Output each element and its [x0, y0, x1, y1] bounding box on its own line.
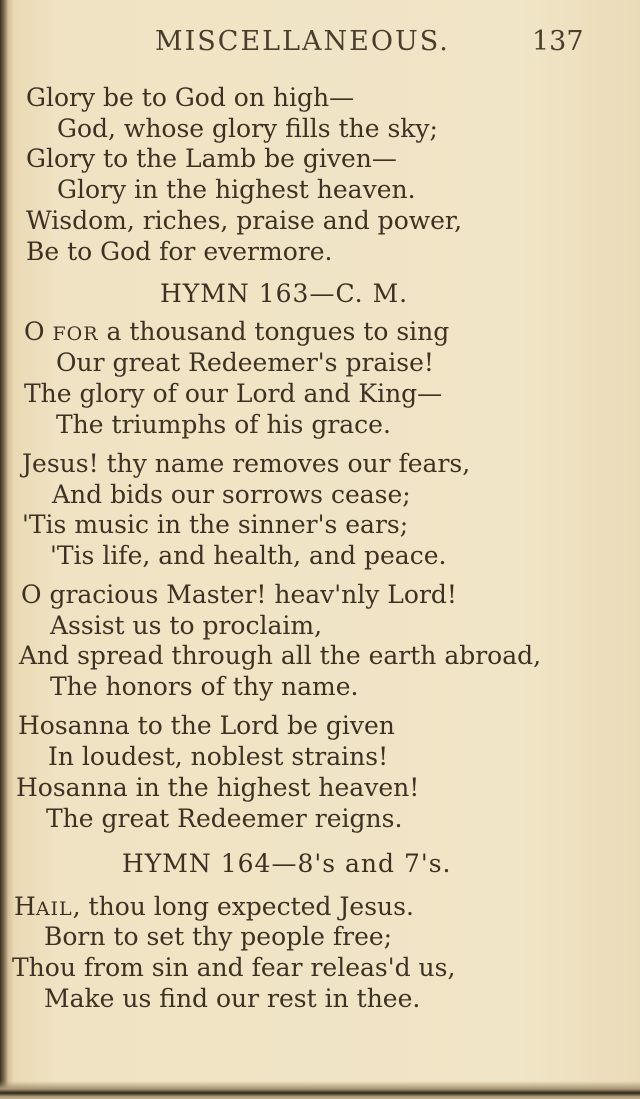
verse-line: 'Tis life, and health, and peace.: [50, 541, 447, 570]
verse-line: God, whose glory fills the sky;: [57, 114, 438, 143]
verse-line: Make us find our rest in thee.: [44, 984, 421, 1013]
first-line-rest: a thousand tongues to sing: [98, 317, 450, 346]
running-head: MISCELLANEOUS.: [155, 26, 450, 57]
verse-line: 'Tis music in the sinner's ears;: [22, 510, 409, 539]
verse-line: Jesus! thy name removes our fears,: [22, 449, 471, 478]
initial-letter: H: [14, 892, 36, 921]
hymn-163-title: HYMN 163—C. M.: [160, 279, 409, 308]
verse-line: Hosanna in the highest heaven!: [16, 773, 420, 802]
verse-line: The honors of thy name.: [50, 672, 359, 701]
verse-line: Glory be to God on high—: [26, 83, 355, 112]
page-gutter-shadow: [0, 0, 8, 1099]
verse-line: In loudest, noblest strains!: [48, 742, 389, 771]
first-line-rest: , thou long expected Jesus.: [72, 892, 414, 921]
verse-line: Wisdom, riches, praise and power,: [26, 206, 463, 235]
verse-line: The glory of our Lord and King—: [24, 379, 443, 408]
page-header: [0, 26, 640, 62]
page-number: 137: [532, 26, 584, 57]
verse-line: And spread through all the earth abroad,: [19, 641, 542, 670]
small-caps-word: FOR: [52, 323, 99, 345]
verse-line: And bids our sorrows cease;: [52, 480, 411, 509]
small-caps-word: AIL: [35, 898, 73, 920]
verse-line: O gracious Master! heav'nly Lord!: [21, 580, 457, 609]
initial-letter: O: [24, 317, 45, 346]
page-bottom-edge: [0, 1081, 640, 1099]
verse-line: Assist us to proclaim,: [50, 611, 323, 640]
verse-line: Hosanna to the Lord be given: [18, 711, 395, 740]
verse-line-first: [24, 317, 449, 349]
verse-line: Glory in the highest heaven.: [57, 175, 416, 204]
verse-line: Born to set thy people free;: [44, 922, 393, 951]
hymn-164-title: HYMN 164—8's and 7's.: [122, 849, 452, 878]
verse-line: Glory to the Lamb be given—: [26, 144, 397, 173]
verse-line: The triumphs of his grace.: [56, 410, 391, 439]
verse-line: Thou from sin and fear releas'd us,: [12, 953, 456, 982]
verse-line: Our great Redeemer's praise!: [56, 348, 434, 377]
verse-line: The great Redeemer reigns.: [46, 804, 403, 833]
verse-line: Be to God for evermore.: [26, 237, 333, 266]
verse-line-first: [14, 892, 414, 924]
